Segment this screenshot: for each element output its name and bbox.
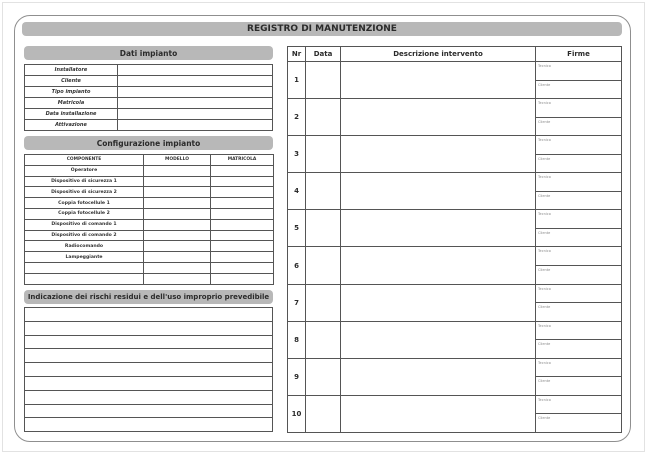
- registro-entry: [288, 62, 622, 81]
- rischi-line-field[interactable]: [25, 418, 273, 432]
- registro-entry: [288, 284, 622, 303]
- componente-cell: Radiocomando: [25, 241, 144, 252]
- firma-cliente-field[interactable]: Cliente: [536, 266, 622, 285]
- modello-field[interactable]: [144, 241, 211, 252]
- entry-data-field[interactable]: [306, 284, 341, 321]
- rischi-line: [25, 376, 273, 390]
- entry-number: 8: [288, 321, 306, 358]
- matricola-field[interactable]: [211, 219, 274, 230]
- rischi-line: [25, 321, 273, 335]
- rischi-line-field[interactable]: [25, 404, 273, 418]
- entry-descrizione-field[interactable]: [341, 136, 536, 173]
- entry-data-field[interactable]: [306, 62, 341, 99]
- firma-cliente-field[interactable]: Cliente: [536, 117, 622, 136]
- modello-field[interactable]: [144, 252, 211, 263]
- configurazione-table: [24, 154, 274, 285]
- componente-cell: Coppia fotocellule 1: [25, 198, 144, 209]
- rischi-line: [25, 349, 273, 363]
- section-header-rischi: Indicazione dei rischi residui e dell'uso improprio prevedibile: [24, 290, 273, 304]
- column-header-firme: Firme: [536, 47, 622, 62]
- rischi-line-field[interactable]: [25, 390, 273, 404]
- firma-tecnico-field[interactable]: Tecnico: [536, 358, 622, 377]
- matricola-field[interactable]: [211, 273, 274, 284]
- entry-descrizione-field[interactable]: [341, 99, 536, 136]
- dati-row: [25, 120, 273, 131]
- column-header-modello: MODELLO: [144, 155, 211, 166]
- firma-tecnico-field[interactable]: Tecnico: [536, 395, 622, 414]
- config-row: [25, 176, 274, 187]
- entry-number: 2: [288, 99, 306, 136]
- dati-label: Tipo impianto: [25, 87, 118, 98]
- modello-field[interactable]: [144, 187, 211, 198]
- column-header-matricola: MATRICOLA: [211, 155, 274, 166]
- form-title: REGISTRO DI MANUTENZIONE: [22, 22, 622, 36]
- matricola-field[interactable]: [211, 252, 274, 263]
- componente-cell: Lampeggiante: [25, 252, 144, 263]
- dati-row: [25, 87, 273, 98]
- rischi-line-field[interactable]: [25, 349, 273, 363]
- firma-tecnico-field[interactable]: Tecnico: [536, 173, 622, 192]
- modello-field[interactable]: [144, 208, 211, 219]
- entry-data-field[interactable]: [306, 210, 341, 247]
- matricola-field[interactable]: [211, 187, 274, 198]
- modello-field[interactable]: [144, 230, 211, 241]
- entry-descrizione-field[interactable]: [341, 321, 536, 358]
- firma-cliente-field[interactable]: Cliente: [536, 340, 622, 359]
- dati-row: [25, 65, 273, 76]
- rischi-line: [25, 418, 273, 432]
- rischi-line: [25, 390, 273, 404]
- registro-entry: [288, 136, 622, 155]
- entry-data-field[interactable]: [306, 321, 341, 358]
- entry-data-field[interactable]: [306, 395, 341, 432]
- dati-value-field[interactable]: [118, 98, 273, 109]
- rischi-line: [25, 404, 273, 418]
- section-header-configurazione: Configurazione impianto: [24, 136, 273, 150]
- firma-cliente-field[interactable]: Cliente: [536, 414, 622, 433]
- config-row: [25, 252, 274, 263]
- modello-field[interactable]: [144, 273, 211, 284]
- registro-entry: [288, 358, 622, 377]
- entry-number: 6: [288, 247, 306, 284]
- dati-label: Data installazione: [25, 109, 118, 120]
- entry-descrizione-field[interactable]: [341, 395, 536, 432]
- componente-cell: Dispositivo di comando 2: [25, 230, 144, 241]
- registro-entry: [288, 321, 622, 340]
- componente-cell: [25, 262, 144, 273]
- firma-cliente-field[interactable]: Cliente: [536, 154, 622, 173]
- entry-number: 1: [288, 62, 306, 99]
- entry-data-field[interactable]: [306, 247, 341, 284]
- section-header-dati-impianto: Dati impianto: [24, 46, 273, 60]
- registro-entry: [288, 99, 622, 118]
- entry-descrizione-field[interactable]: [341, 358, 536, 395]
- entry-number: 3: [288, 136, 306, 173]
- componente-cell: Dispositivo di sicurezza 1: [25, 176, 144, 187]
- componente-cell: [25, 273, 144, 284]
- matricola-field[interactable]: [211, 176, 274, 187]
- registro-entry: [288, 247, 622, 266]
- firma-tecnico-field[interactable]: Tecnico: [536, 99, 622, 118]
- firma-cliente-field[interactable]: Cliente: [536, 191, 622, 210]
- entry-data-field[interactable]: [306, 358, 341, 395]
- matricola-field[interactable]: [211, 208, 274, 219]
- rischi-line-field[interactable]: [25, 335, 273, 349]
- config-row: [25, 262, 274, 273]
- rischi-line: [25, 335, 273, 349]
- config-row: [25, 241, 274, 252]
- config-row: [25, 230, 274, 241]
- dati-label: Attivazione: [25, 120, 118, 131]
- config-row: [25, 198, 274, 209]
- firma-tecnico-field[interactable]: Tecnico: [536, 247, 622, 266]
- column-header-data: Data: [306, 47, 341, 62]
- rischi-line-field[interactable]: [25, 308, 273, 322]
- firma-tecnico-field[interactable]: Tecnico: [536, 136, 622, 155]
- firma-cliente-field[interactable]: Cliente: [536, 80, 622, 99]
- dati-value-field[interactable]: [118, 109, 273, 120]
- firma-cliente-field[interactable]: Cliente: [536, 303, 622, 322]
- componente-cell: Operatore: [25, 165, 144, 176]
- firma-cliente-field[interactable]: Cliente: [536, 377, 622, 396]
- registro-entry: [288, 173, 622, 192]
- registro-entry: [288, 210, 622, 229]
- firma-tecnico-field[interactable]: Tecnico: [536, 210, 622, 229]
- entry-number: 5: [288, 210, 306, 247]
- entry-number: 4: [288, 173, 306, 210]
- matricola-field[interactable]: [211, 165, 274, 176]
- dati-value-field[interactable]: [118, 87, 273, 98]
- modello-field[interactable]: [144, 219, 211, 230]
- matricola-field[interactable]: [211, 262, 274, 273]
- entry-descrizione-field[interactable]: [341, 62, 536, 99]
- dati-impianto-table: [24, 64, 273, 131]
- modello-field[interactable]: [144, 165, 211, 176]
- dati-row: [25, 109, 273, 120]
- modello-field[interactable]: [144, 198, 211, 209]
- firma-tecnico-field[interactable]: Tecnico: [536, 284, 622, 303]
- firma-cliente-field[interactable]: Cliente: [536, 228, 622, 247]
- entry-data-field[interactable]: [306, 136, 341, 173]
- config-row: [25, 219, 274, 230]
- entry-descrizione-field[interactable]: [341, 284, 536, 321]
- column-header-descrizione: Descrizione intervento: [341, 47, 536, 62]
- componente-cell: Dispositivo di comando 1: [25, 219, 144, 230]
- rischi-table: [24, 307, 273, 432]
- matricola-field[interactable]: [211, 198, 274, 209]
- rischi-line-field[interactable]: [25, 363, 273, 377]
- entry-descrizione-field[interactable]: [341, 210, 536, 247]
- registro-entry: [288, 395, 622, 414]
- dati-value-field[interactable]: [118, 120, 273, 131]
- rischi-line-field[interactable]: [25, 321, 273, 335]
- matricola-field[interactable]: [211, 230, 274, 241]
- dati-label: Matricola: [25, 98, 118, 109]
- rischi-line: [25, 363, 273, 377]
- dati-label: Cliente: [25, 76, 118, 87]
- dati-label: Installatore: [25, 65, 118, 76]
- config-row: [25, 273, 274, 284]
- entry-number: 9: [288, 358, 306, 395]
- dati-row: [25, 76, 273, 87]
- config-row: [25, 165, 274, 176]
- modello-field[interactable]: [144, 176, 211, 187]
- entry-data-field[interactable]: [306, 173, 341, 210]
- firma-tecnico-field[interactable]: Tecnico: [536, 321, 622, 340]
- modello-field[interactable]: [144, 262, 211, 273]
- column-header-componente: COMPONENTE: [25, 155, 144, 166]
- entry-descrizione-field[interactable]: [341, 173, 536, 210]
- dati-value-field[interactable]: [118, 76, 273, 87]
- entry-descrizione-field[interactable]: [341, 247, 536, 284]
- dati-row: [25, 98, 273, 109]
- rischi-line-field[interactable]: [25, 376, 273, 390]
- rischi-line: [25, 308, 273, 322]
- entry-data-field[interactable]: [306, 99, 341, 136]
- componente-cell: Dispositivo di sicurezza 2: [25, 187, 144, 198]
- entry-number: 10: [288, 395, 306, 432]
- config-row: [25, 208, 274, 219]
- componente-cell: Coppia fotocellule 2: [25, 208, 144, 219]
- matricola-field[interactable]: [211, 241, 274, 252]
- column-header-nr: Nr: [288, 47, 306, 62]
- registro-table: [287, 46, 622, 433]
- config-row: [25, 187, 274, 198]
- dati-value-field[interactable]: [118, 65, 273, 76]
- firma-tecnico-field[interactable]: Tecnico: [536, 62, 622, 81]
- entry-number: 7: [288, 284, 306, 321]
